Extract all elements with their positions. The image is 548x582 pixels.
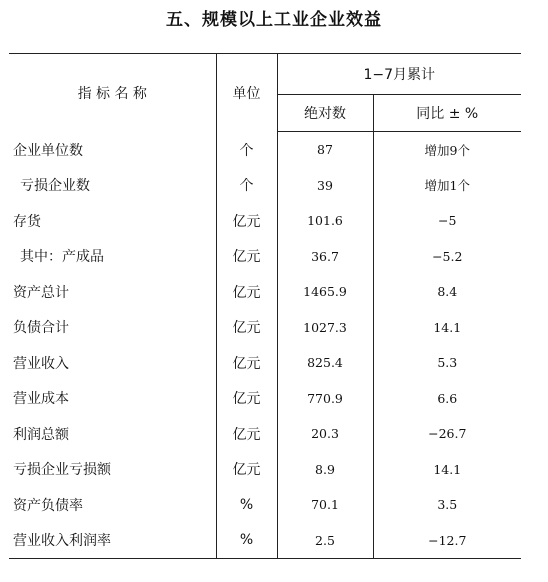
table-body bbox=[9, 132, 521, 559]
row-unit: 亿元 bbox=[216, 345, 277, 381]
row-absolute-value: 2.5 bbox=[277, 523, 373, 559]
row-absolute-value: 770.9 bbox=[277, 381, 373, 417]
row-indicator-name: 资产负债率 bbox=[13, 497, 83, 514]
row-absolute-value: 39 bbox=[277, 168, 373, 204]
header-unit: 单位 bbox=[216, 54, 277, 132]
row-yoy-change: −5.2 bbox=[373, 239, 521, 275]
row-indicator-name: 营业收入利润率 bbox=[13, 533, 111, 550]
row-indicator-name: 存货 bbox=[13, 213, 41, 230]
row-indicator-name: 企业单位数 bbox=[13, 142, 83, 159]
row-indicator-name: 亏损企业数 bbox=[20, 178, 90, 195]
row-indicator-name: 利润总额 bbox=[13, 426, 69, 443]
row-unit: 个 bbox=[216, 168, 277, 204]
table-header bbox=[9, 54, 521, 132]
table-row bbox=[9, 487, 521, 523]
row-absolute-value: 825.4 bbox=[277, 345, 373, 381]
row-unit: 亿元 bbox=[216, 203, 277, 239]
row-absolute-value: 1465.9 bbox=[277, 274, 373, 310]
row-yoy-change: 增加9个 bbox=[373, 132, 521, 168]
row-indicator-name: 营业收入 bbox=[13, 355, 69, 372]
table-row bbox=[9, 452, 521, 488]
row-unit: 亿元 bbox=[216, 452, 277, 488]
table-row bbox=[9, 381, 521, 417]
page-title: 五、规模以上工业企业效益 bbox=[166, 10, 382, 30]
table-row bbox=[9, 274, 521, 310]
table-row bbox=[9, 239, 521, 275]
table-row bbox=[9, 203, 521, 239]
row-yoy-change: 5.3 bbox=[373, 345, 521, 381]
row-absolute-value: 87 bbox=[277, 132, 373, 168]
row-yoy-change: 14.1 bbox=[373, 310, 521, 346]
row-absolute-value: 70.1 bbox=[277, 487, 373, 523]
industrial-benefits-table bbox=[9, 53, 521, 559]
row-absolute-value: 8.9 bbox=[277, 452, 373, 488]
header-period: 1−7月累计 bbox=[277, 54, 521, 95]
table-row bbox=[9, 168, 521, 204]
row-yoy-change: −12.7 bbox=[373, 523, 521, 559]
table-row bbox=[9, 345, 521, 381]
row-unit: 亿元 bbox=[216, 310, 277, 346]
table-row bbox=[9, 523, 521, 559]
row-yoy-change: −26.7 bbox=[373, 416, 521, 452]
row-yoy-change: 6.6 bbox=[373, 381, 521, 417]
row-yoy-change: −5 bbox=[373, 203, 521, 239]
table-row bbox=[9, 416, 521, 452]
row-absolute-value: 101.6 bbox=[277, 203, 373, 239]
header-yoy-change: 同比 ± % bbox=[373, 95, 521, 132]
row-indicator-name: 资产总计 bbox=[13, 284, 69, 301]
row-unit: % bbox=[216, 523, 277, 559]
row-yoy-change: 8.4 bbox=[373, 274, 521, 310]
table-row bbox=[9, 310, 521, 346]
row-yoy-change: 3.5 bbox=[373, 487, 521, 523]
row-unit: 亿元 bbox=[216, 274, 277, 310]
row-indicator-name: 其中：产成品 bbox=[20, 249, 104, 266]
header-indicator-name: 指 标 名 称 bbox=[77, 85, 147, 102]
row-indicator-name: 亏损企业亏损额 bbox=[13, 462, 111, 479]
row-indicator-name: 营业成本 bbox=[13, 391, 69, 408]
row-unit: % bbox=[216, 487, 277, 523]
row-unit: 亿元 bbox=[216, 239, 277, 275]
row-unit: 个 bbox=[216, 132, 277, 168]
row-yoy-change: 增加1个 bbox=[373, 168, 521, 204]
row-yoy-change: 14.1 bbox=[373, 452, 521, 488]
row-absolute-value: 20.3 bbox=[277, 416, 373, 452]
row-unit: 亿元 bbox=[216, 381, 277, 417]
row-unit: 亿元 bbox=[216, 416, 277, 452]
table-row bbox=[9, 132, 521, 168]
row-indicator-name: 负债合计 bbox=[13, 320, 69, 337]
row-absolute-value: 36.7 bbox=[277, 239, 373, 275]
header-absolute-value: 绝对数 bbox=[277, 95, 373, 132]
row-absolute-value: 1027.3 bbox=[277, 310, 373, 346]
